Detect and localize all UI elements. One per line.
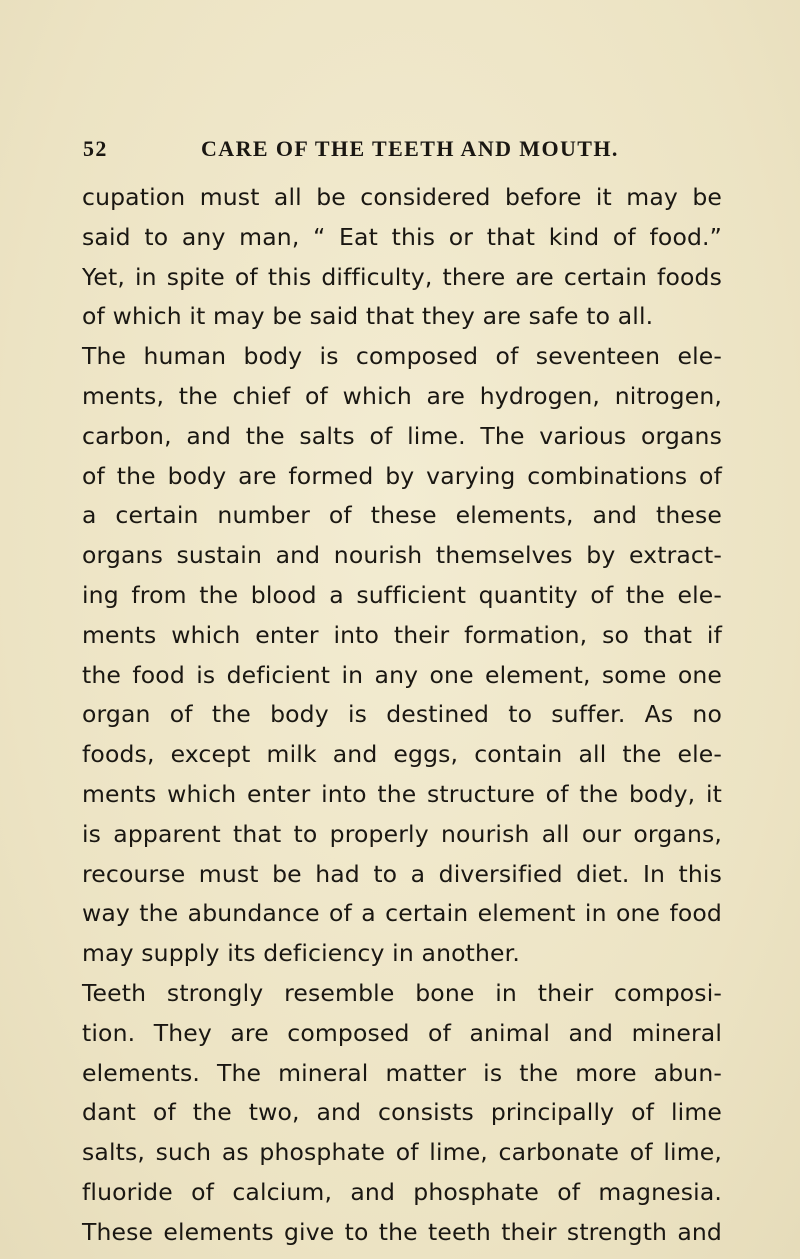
text-line: is apparent that to properly nourish all our organs,: [82, 819, 722, 848]
text-line: fluoride of calcium, and phosphate of magnesia.: [82, 1177, 722, 1206]
text-line: ing from the blood a sufficient quantity of the ele-: [82, 580, 722, 609]
text-line: a certain number of these elements, and these: [82, 501, 722, 530]
text-line: foods, except milk and eggs, contain all the ele-: [82, 740, 722, 769]
running-title: CARE OF THE TEETH AND MOUTH.: [201, 136, 619, 161]
text-line: ments, the chief of which are hydrogen, nitrogen,: [82, 381, 722, 410]
text-line: salts, such as phosphate of lime, carbonate of lime,: [82, 1138, 722, 1167]
text-line: may supply its deficiency in another.: [82, 939, 520, 968]
page-number: 52: [83, 136, 108, 161]
text-line: dant of the two, and consists principally of lime: [82, 1098, 722, 1127]
text-line: Yet, in spite of this difficulty, there are certain foods: [82, 262, 722, 291]
text-line: elements. The mineral matter is the more abun-: [82, 1058, 722, 1087]
text-line: Teeth strongly resemble bone in their composi-: [82, 978, 722, 1007]
text-line: organ of the body is destined to suffer. As no: [82, 700, 722, 729]
text-line: of which it may be said that they are safe to all.: [82, 302, 654, 331]
text-line: way the abundance of a certain element in one food: [82, 899, 722, 928]
text-line: tion. They are composed of animal and mineral: [82, 1018, 722, 1047]
running-header: [83, 136, 723, 170]
text-line: organs sustain and nourish themselves by extract-: [82, 541, 722, 570]
text-line: of the body are formed by varying combinations of: [82, 461, 722, 490]
text-line: said to any man, “ Eat this or that kind of food.”: [82, 222, 722, 251]
text-line: the food is deficient in any one element, some one: [82, 660, 722, 689]
text-line: carbon, and the salts of lime. The various organs: [82, 421, 722, 450]
text-line: The human body is composed of seventeen ele-: [82, 342, 722, 371]
text-line: cupation must all be considered before it may be: [82, 183, 722, 211]
text-line: recourse must be had to a diversified diet. In this: [82, 859, 722, 888]
text-line: ments which enter into their formation, so that if: [82, 620, 722, 649]
body-text: [82, 178, 722, 1253]
text-line: These elements give to the teeth their strength and: [82, 1217, 722, 1246]
text-line: ments which enter into the structure of the body, it: [82, 779, 722, 808]
